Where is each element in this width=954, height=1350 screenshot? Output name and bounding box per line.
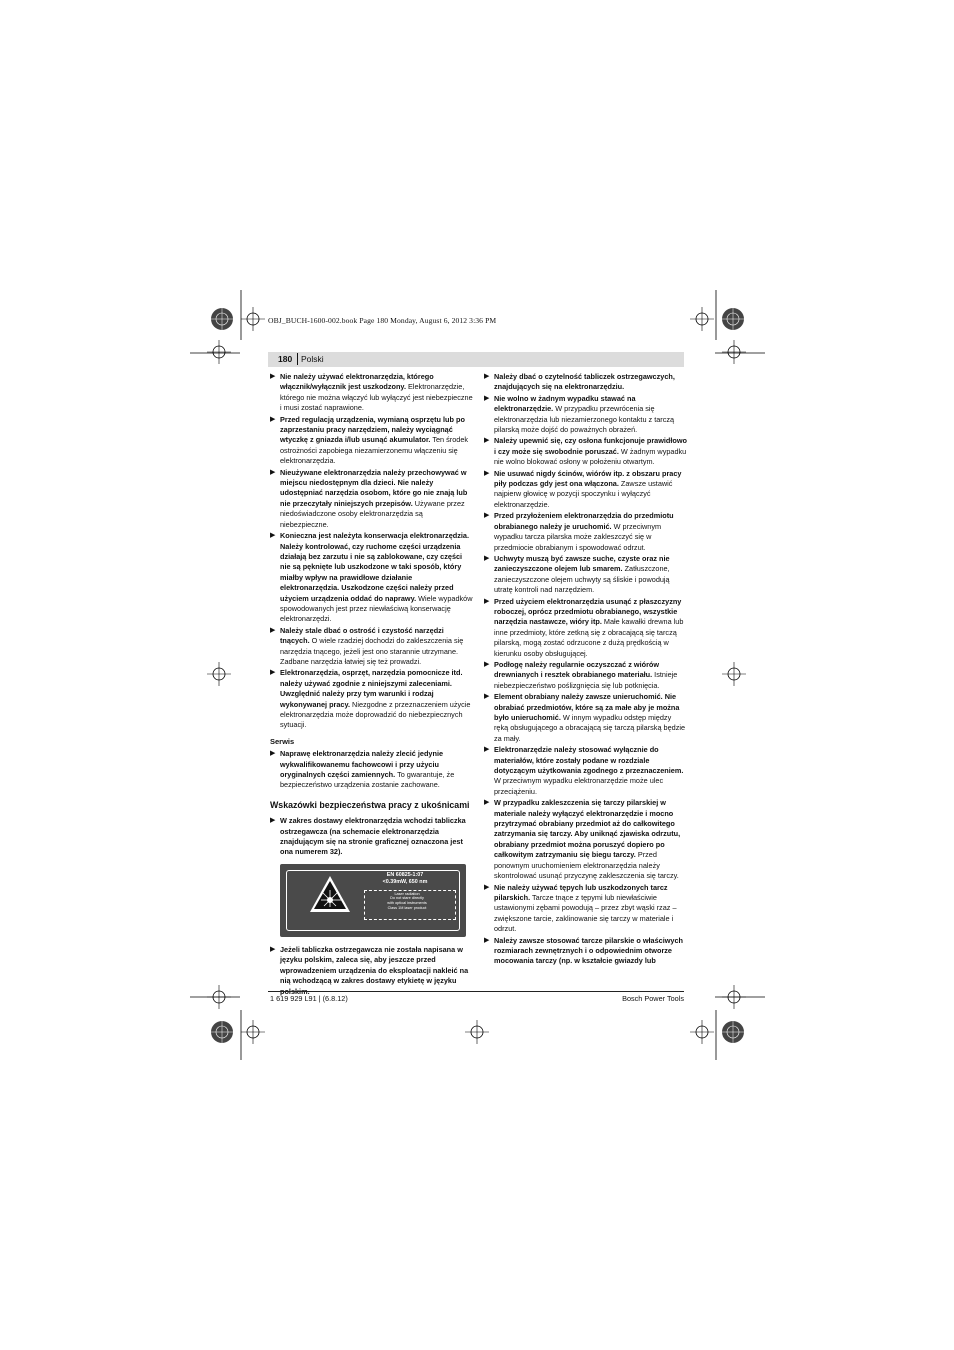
print-info-line: OBJ_BUCH-1600-002.book Page 180 Monday, August 6, 2012 3:36 PM <box>268 316 497 325</box>
laser-warning-text <box>368 892 446 910</box>
bullet-normal-text: W przeciwnym wypadku elektronarzędzie może ulec przeciążeniu. <box>494 776 664 796</box>
crosshair-right-upper <box>722 340 746 364</box>
bullet-arrow-icon: ▶ <box>270 532 276 540</box>
crosshair-right-lower <box>722 985 746 1009</box>
bullet-item <box>484 692 687 744</box>
bullet-item <box>270 816 473 858</box>
bullet-normal-text: Małe kawałki drewna lub inne przedmioty, które zetkną się z obracającą się tarczą pilarską, mogą zostać odrzucone z dużą prędkością w kierunku osoby obsługującej. <box>494 617 684 658</box>
registration-target-top-right <box>718 304 748 334</box>
page-language: Polski <box>301 354 324 364</box>
bullet-arrow-icon: ▶ <box>270 626 276 634</box>
bullet-arrow-icon: ▶ <box>484 660 490 668</box>
bullet-bold-text: Należy stale dbać o ostrość i czystość narzędzi tnących. <box>280 625 444 646</box>
page-header <box>268 352 684 367</box>
crosshair-left-lower <box>207 985 231 1009</box>
bullet-item <box>484 372 687 393</box>
laser-warning-line: Class 1M laser product <box>387 905 427 910</box>
bullet-item <box>270 531 473 625</box>
right-items <box>484 372 687 967</box>
bullet-arrow-icon: ▶ <box>484 936 490 944</box>
bullet-bold-text: Nie usuwać nigdy ścinów, wiórów itp. z obszaru pracy piły podczas gdy jest ona włączona. <box>494 468 682 489</box>
bullet-bold-text: Przed użyciem elektronarzędzia usunąć z płaszczyzny roboczej, oprócz przedmiotu obrabianego, wszystkie narzędzia nastawcze, wióry itp. <box>494 596 682 627</box>
crosshair-right-middle <box>722 662 746 686</box>
bullet-bold-text: Uchwyty muszą być zawsze suche, czyste oraz nie zanieczyszczone olejem lub smarem. <box>494 553 670 574</box>
bullet-bold-text: Element obrabiany należy zawsze unieruchomić. Nie obrabiać przedmiotów, które są za małe aby je można było unieruchomić. <box>494 692 680 722</box>
bullet-normal-text: Elektronarzędzie, którego nie można włączyć lub wyłączyć jest niebezpieczne i musi zostać naprawione. <box>280 382 473 413</box>
bullet-bold-text: Należy upewnić się, czy osłona funkcjonuje prawidłowo i czy może się swobodnie poruszać. <box>494 436 688 456</box>
bullet-arrow-icon: ▶ <box>484 554 490 562</box>
laser-warning-line: Do not stare directly <box>390 896 424 901</box>
bullet-bold-text: Przed przyłożeniem elektronarzędzia do przedmiotu obrabianego należy je uruchomić. <box>494 511 674 531</box>
bullet-normal-text: Wiele wypadków spowodowanych jest przez niewłaściwą konserwację elektronarzędzi. <box>280 593 473 624</box>
bullet-arrow-icon: ▶ <box>484 597 490 605</box>
crosshair-top-left <box>241 307 265 331</box>
crosshair-bottom-left <box>241 1020 265 1044</box>
section-items <box>270 816 473 858</box>
bullet-arrow-icon: ▶ <box>484 373 490 380</box>
bullet-arrow-icon: ▶ <box>270 373 276 380</box>
bullet-normal-text: Zatłuszczone, zanieczyszczone olejem uchwyty są śliskie i powodują utratę kontroli nad narzędziem. <box>494 564 670 595</box>
registration-target-bottom-right <box>718 1017 748 1047</box>
footer-brand: Bosch Power Tools <box>622 994 684 1003</box>
bullet-normal-text: To gwarantuje, że bezpieczeństwo urządzenia zostanie zachowane. <box>280 770 455 790</box>
bullet-bold-text: Jeżeli tabliczka ostrzegawcza nie została napisana w języku polskim, zaleca się, aby jeszcze przed wprowadzeniem urządzenia do eksploatacji nakleić na nią wchodzącą w zakres dostawy etykietę w języku polskim. <box>280 944 469 996</box>
bullet-item <box>270 468 473 530</box>
bullet-arrow-icon: ▶ <box>270 750 276 758</box>
crosshair-bottom-center <box>465 1020 489 1044</box>
bullet-bold-text: Nieużywane elektronarzędzia należy przechowywać w miejscu niedostępnym dla dzieci. Nie należy udostępniać narzędzia osobom, które go nie znają lub nie przeczytały niniejszych przepisów. <box>280 467 468 508</box>
registration-target-top-left <box>207 304 237 334</box>
bullet-item <box>484 597 687 659</box>
bullet-normal-text: W innym wypadku odstęp między ręką obsługującego a obracającą się tarczą pilarską będzie za mały. <box>494 713 686 743</box>
bullet-arrow-icon: ▶ <box>484 512 490 520</box>
footer-rule <box>268 991 684 992</box>
bullet-normal-text: O wiele rzadziej dochodzi do zakleszczenia się narzędzia tnącego, jeżeli jest ono starannie utrzymane. Zadbane narzędzia łatwiej się też prowadzi. <box>280 636 464 666</box>
laser-power: <0.39mW, 650 nm <box>382 878 428 885</box>
left-items <box>270 372 473 731</box>
bullet-normal-text: W przypadku przewrócenia się elektronarzędzia lub niezamierzonego kontaktu z tarczą pilarską może dojść do poważnych obrażeń. <box>494 404 675 435</box>
service-heading: Serwis <box>270 736 295 746</box>
bullet-bold-text: Konieczna jest należyta konserwacja elektronarzędzia. Należy kontrolować, czy ruchome części urządzenia działają bez zarzutu i nie są zablokowane, czy części nie są pęknięte lub uszkodzone w taki sposób, który miałby wpływ na prawidłowe działanie elektronarzędzia. Uszkodzone części należy przed użyciem urządzenia oddać do naprawy. <box>280 531 469 603</box>
bullet-item <box>270 415 473 467</box>
bullet-bold-text: Elektronarzędzia, osprzęt, narzędzia pomocnicze itd. należy używać zgodnie z niniejszymi zaleceniami. Uwzględnić należy przy tym warunki i rodzaj wykonywanej pracy. <box>280 668 463 709</box>
bullet-arrow-icon: ▶ <box>484 469 490 477</box>
laser-warning-label <box>280 864 466 937</box>
bullet-bold-text: Nie należy używać elektronarzędzia, którego włącznik/wyłącznik jest uszkodzony. <box>280 372 434 392</box>
bullet-arrow-icon: ▶ <box>484 394 490 402</box>
bullet-normal-text: Niezgodne z przeznaczeniem użycie elektronarzędzia może doprowadzić do niebezpiecznych sytuacji. <box>280 699 471 730</box>
section-title: Wskazówki bezpieczeństwa pracy z ukośnicami <box>270 799 470 810</box>
laser-warning-icon <box>308 874 352 914</box>
left-column <box>270 372 473 998</box>
bullet-arrow-icon: ▶ <box>484 693 490 701</box>
laser-warning-line: with optical instruments <box>387 901 427 906</box>
bullet-item <box>484 798 687 881</box>
bullet-item <box>484 936 687 967</box>
bullet-bold-text: Elektronarzędzie należy stosować wyłącznie do materiałów, które zostały podane w rozdziale dotyczącym użytkowania zgodnego z przeznaczeniem. <box>494 745 684 776</box>
bullet-item <box>484 883 687 935</box>
bullet-item <box>484 469 687 511</box>
bullet-bold-text: W zakres dostawy elektronarzędzia wchodzi tabliczka ostrzegawcza (na schemacie elektronarzędzia znajdującym się na stronie graficznej oznaczona jest ona numerem 32). <box>280 816 466 857</box>
bullet-bold-text: Przed regulacją urządzenia, wymianą osprzętu lub po zaprzestaniu pracy narzędziem, należy wyciągnąć wtyczkę z gniazda i/lub usunąć akumulator. <box>280 414 465 445</box>
bullet-arrow-icon: ▶ <box>270 415 276 423</box>
laser-warning-line: Laser radiation <box>394 891 420 896</box>
bullet-bold-text: W przypadku zakleszczenia się tarczy pilarskiej w materiale należy wyłączyć elektronarzędzie i mocno przytrzymać obrabiany przedmiot aż do całkowitego zatrzymania się tarczy. Aby uniknąć zjawiska odrzutu, obrabiany przedmiot można poruszyć dopiero po całkowitym zatrzymaniu się biegu tarczy. <box>494 798 681 860</box>
bullet-item <box>484 745 687 797</box>
header-separator <box>297 353 298 365</box>
bullet-item <box>270 626 473 668</box>
bullet-item <box>270 749 473 791</box>
crosshair-top-right <box>690 307 714 331</box>
bullet-arrow-icon: ▶ <box>270 669 276 677</box>
bullet-arrow-icon: ▶ <box>270 945 276 953</box>
bullet-bold-text: Należy zawsze stosować tarcze pilarskie o właściwych rozmiarach zewnętrznych i o odpowiednim otworze mocowania tarczy (np. w kształcie gwiazdy lub <box>494 935 683 966</box>
bullet-item <box>484 554 687 596</box>
bullet-bold-text: Należy dbać o czytelność tabliczek ostrzegawczych, znajdujących się na elektronarzędziu. <box>494 372 675 392</box>
bullet-bold-text: Podłogę należy regularnie oczyszczać z wiórów drewnianych i resztek obrabianego materiału. <box>494 659 660 680</box>
bullet-item <box>270 668 473 730</box>
bullet-normal-text: W przeciwnym wypadku tarcza pilarska może zakleszczyć się w przedmiocie obrabianym i spowodować odrzut. <box>494 521 662 552</box>
bullet-item <box>484 660 687 691</box>
bullet-normal-text: Istnieje niebezpieczeństwo poślizgnięcia się lub potknięcia. <box>494 670 678 690</box>
bullet-item <box>270 372 473 414</box>
bullet-arrow-icon: ▶ <box>270 817 276 825</box>
bullet-normal-text: Przed ponownym uruchomieniem elektronarzędzia należy skontrolować usunąć przyczynę zakleszczenia się tarczy. <box>494 850 679 881</box>
bullet-normal-text: Używane przez niedoświadczone osoby elektronarzędzia są niebezpieczne. <box>280 498 465 529</box>
bullet-normal-text: Zawsze ustawić najpierw głowicę w pozycji spoczynku i wyłączyć elektronarzędzie. <box>494 479 673 509</box>
after-label-items <box>270 945 473 997</box>
bullet-arrow-icon: ▶ <box>484 746 490 754</box>
page-number: 180 <box>278 354 293 364</box>
crosshair-bottom-right <box>690 1020 714 1044</box>
bullet-item <box>484 436 687 467</box>
bullet-bold-text: Naprawę elektronarzędzia należy zlecić jedynie wykwalifikowanemu fachowcowi i przy użyciu oryginalnych części zamiennych. <box>280 749 444 780</box>
bullet-bold-text: Nie wolno w żadnym wypadku stawać na elektronarzędzie. <box>494 393 636 414</box>
footer-document-code: 1 619 929 L91 | (6.8.12) <box>270 994 348 1003</box>
bullet-item <box>484 394 687 436</box>
laser-standard: EN 60825-1:07 <box>386 871 424 878</box>
bullet-normal-text: W żadnym wypadku nie wolno blokować osłony w położeniu otwartym. <box>494 446 687 467</box>
registration-target-bottom-left <box>207 1017 237 1047</box>
laser-spec <box>350 872 460 886</box>
crosshair-left-upper <box>207 340 231 364</box>
bullet-item <box>270 945 473 997</box>
bullet-bold-text: Nie należy używać tępych lub uszkodzonych tarcz pilarskich. <box>494 882 668 902</box>
crosshair-left-middle <box>207 662 231 686</box>
bullet-arrow-icon: ▶ <box>484 437 490 445</box>
bullet-normal-text: Tarcze tnące z tępymi lub niewłaściwie ustawionymi zębami powodują – przez zbyt wąski rzaz – zwiększone tarcie, zaklinowanie się tarczy w materiale i odrzut. <box>494 892 677 934</box>
service-items <box>270 749 473 791</box>
bullet-normal-text: Ten środek ostrożności zapobiega niezamierzonemu włączeniu się elektronarzędzia. <box>280 435 469 466</box>
bullet-arrow-icon: ▶ <box>270 468 276 476</box>
bullet-item <box>484 511 687 553</box>
right-column <box>484 372 687 968</box>
bullet-arrow-icon: ▶ <box>484 883 490 891</box>
bullet-arrow-icon: ▶ <box>484 799 490 807</box>
